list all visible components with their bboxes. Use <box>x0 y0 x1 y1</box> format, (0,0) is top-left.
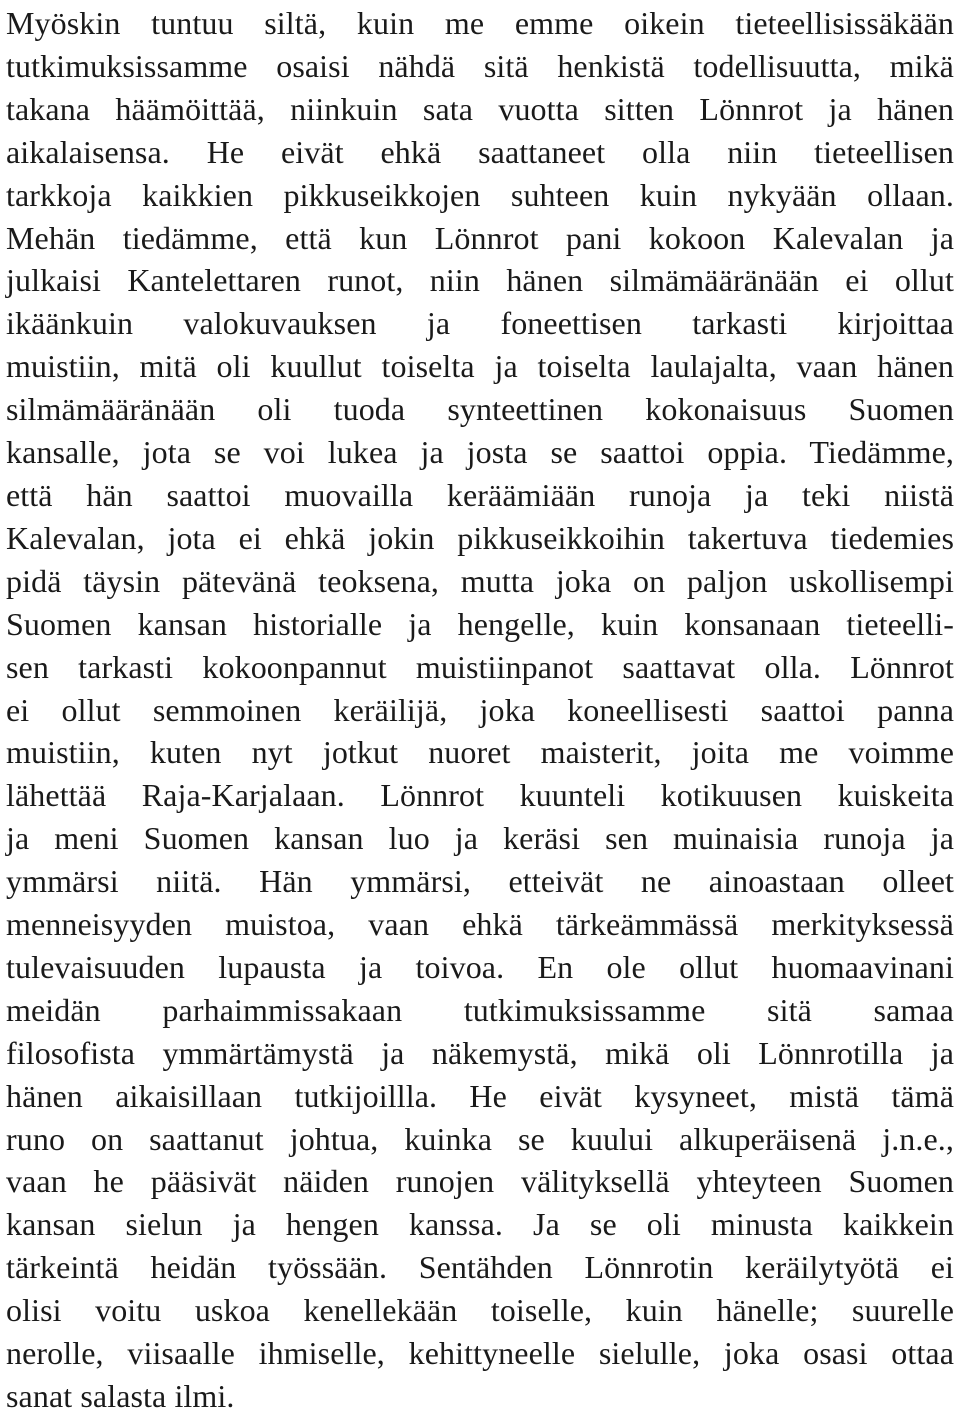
text-line: hänen aikaisillaan tutkijoillla. He eivät kysyneet, mistä tämä <box>6 1077 954 1114</box>
text-line: Myöskin tuntuu siltä, kuin me emme oikein tieteellisissäkään <box>6 5 954 41</box>
text-line: kansan sielun ja hengen kanssa. Ja se oli minusta kaikkein <box>6 1206 954 1243</box>
text-line: Suomen kansan historialle ja hengelle, kuin konsanaan tieteelli- <box>6 605 954 642</box>
text-line: takana häämöittää, niinkuin sata vuotta sitten Lönnrot ja hänen <box>6 90 954 127</box>
text-line: sen tarkasti kokoonpannut muistiinpanot saattavat olla. Lönnrot <box>6 648 954 685</box>
text-line: että hän saattoi muovailla keräämiään runoja ja teki niistä <box>6 476 954 513</box>
text-line: nerolle, viisaalle ihmiselle, kehittyneelle sielulle, joka osasi ottaa <box>6 1335 954 1372</box>
text-line: tärkeintä heidän työssään. Sentähden Lönnrotin keräilytyötä ei <box>6 1249 954 1286</box>
text-line: aikalaisensa. He eivät ehkä saattaneet olla niin tieteellisen <box>6 133 954 170</box>
text-line: kansalle, jota se voi lukea ja josta se saattoi oppia. Tiedämme, <box>6 434 954 471</box>
text-line: runo on saattanut johtua, kuinka se kuului alkuperäisenä j.n.e., <box>6 1120 954 1157</box>
text-line: julkaisi Kantelettaren runot, niin hänen silmämääränään ei ollut <box>6 262 954 299</box>
text-line: meidän parhaimmissakaan tutkimuksissamme sitä samaa <box>6 991 954 1028</box>
text-line: pidä täysin pätevänä teoksena, mutta joka on paljon uskollisempi <box>6 562 954 599</box>
text-line: tarkkoja kaikkien pikkuseikkojen suhteen kuin nykyään ollaan. <box>6 176 954 213</box>
text-line: Kalevalan, jota ei ehkä jokin pikkuseikkoihin takertuva tiedemies <box>6 519 954 556</box>
text-line: ymmärsi niitä. Hän ymmärsi, etteivät ne ainoastaan olleet <box>6 863 954 900</box>
text-line: menneisyyden muistoa, vaan ehkä tärkeämmässä merkityksessä <box>6 906 954 943</box>
text-line: silmämääränään oli tuoda synteettinen kokonaisuus Suomen <box>6 391 954 428</box>
text-line: ja meni Suomen kansan luo ja keräsi sen muinaisia runoja ja <box>6 820 954 857</box>
text-line: muistiin, mitä oli kuullut toiselta ja toiselta laulajalta, vaan hänen <box>6 348 954 385</box>
text-line: vaan he pääsivät näiden runojen välityksellä yhteyteen Suomen <box>6 1163 954 1200</box>
text-line: filosofista ymmärtämystä ja näkemystä, mikä oli Lönnrotilla ja <box>6 1034 954 1071</box>
text-line: lähettää Raja-Karjalaan. Lönnrot kuunteli kotikuusen kuiskeita <box>6 777 954 814</box>
text-line: ei ollut semmoinen keräilijä, joka koneellisesti saattoi panna <box>6 691 954 728</box>
text-line: sanat salasta ilmi. <box>6 1378 235 1414</box>
text-line: ikäänkuin valokuvauksen ja foneettisen tarkasti kirjoittaa <box>6 305 954 342</box>
text-line: olisi voitu uskoa kenellekään toiselle, kuin hänelle; suurelle <box>6 1292 954 1329</box>
text-line: muistiin, kuten nyt jotkut nuoret maisterit, joita me voimme <box>6 734 954 771</box>
text-line: tulevaisuuden lupausta ja toivoa. En ole ollut huomaavinani <box>6 948 954 985</box>
text-line: Mehän tiedämme, että kun Lönnrot pani kokoon Kalevalan ja <box>6 219 954 256</box>
body-paragraph <box>6 0 954 1418</box>
text-line: tutkimuksissamme osaisi nähdä sitä henkistä todellisuutta, mikä <box>6 47 954 84</box>
